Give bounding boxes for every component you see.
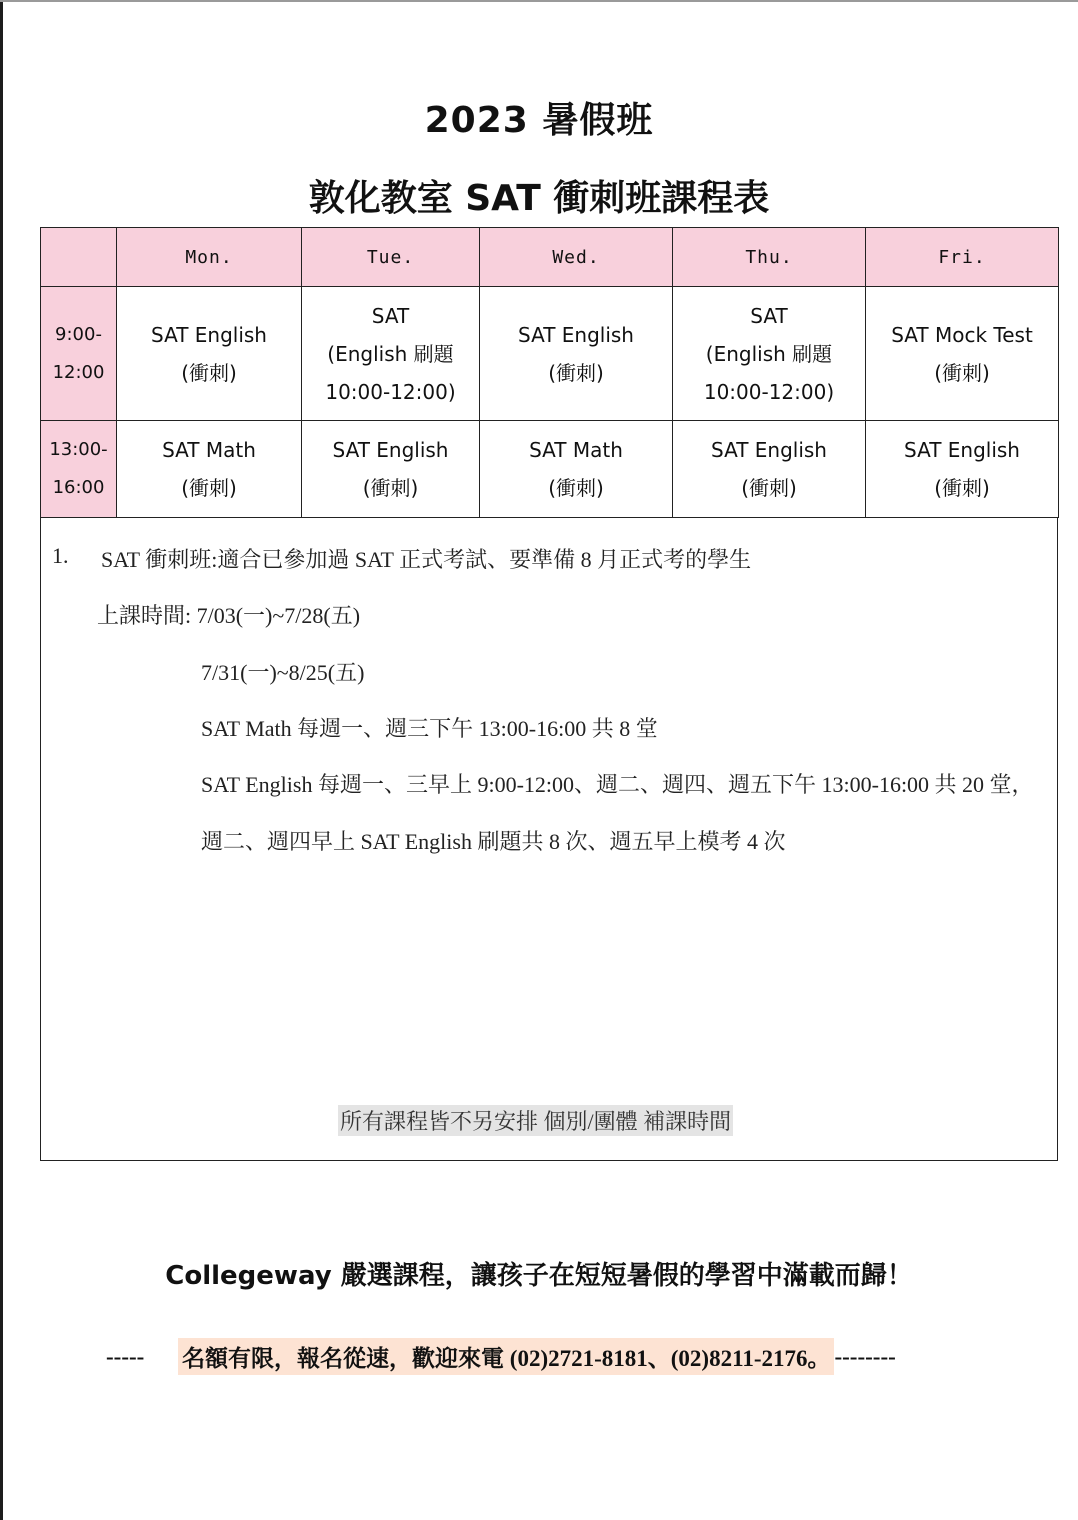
contact-dash-right: -------- xyxy=(834,1343,896,1369)
time-slot-afternoon: 13:00- 16:00 xyxy=(41,421,117,518)
contact-phone-info: 名額有限，報名從速，歡迎來電 (02)2721-8181、(02)8211-2176。 xyxy=(178,1338,834,1375)
class-cell-mon-morning: SAT English (衝刺) xyxy=(117,287,302,421)
class-cell-tue-afternoon: SAT English (衝刺) xyxy=(302,421,480,518)
note-item-text: SAT 衝刺班:適合已參加過 SAT 正式考試、要準備 8 月正式考的學生 xyxy=(101,547,752,572)
class-cell-thu-morning: SAT (English 刷題 10:00-12:00) xyxy=(673,287,866,421)
day-header-tue: Tue. xyxy=(302,228,480,287)
note-schedule-dates: 上課時間: 7/03(一)~7/28(五) xyxy=(97,603,361,628)
page-title-year: 2023 暑假班 xyxy=(424,100,654,141)
class-cell-fri-afternoon: SAT English (衝刺) xyxy=(866,421,1059,518)
class-cell-tue-morning: SAT (English 刷題 10:00-12:00) xyxy=(302,287,480,421)
collegeway-slogan: Collegeway 嚴選課程，讓孩子在短短暑假的學習中滿載而歸！ xyxy=(165,1261,913,1291)
schedule-corner-cell xyxy=(41,228,117,287)
schedule-header-row xyxy=(41,228,1059,287)
contact-row xyxy=(106,1338,896,1374)
day-header-fri: Fri. xyxy=(866,228,1059,287)
schedule-row-afternoon xyxy=(41,421,1059,518)
page-title-course: 敦化教室 SAT 衝刺班課程表 xyxy=(308,178,770,219)
contact-dash-left: ----- xyxy=(106,1343,145,1369)
day-header-thu: Thu. xyxy=(673,228,866,287)
note-math-schedule: SAT Math 每週一、週三下午 13:00-16:00 共 8 堂 xyxy=(201,716,658,741)
day-header-mon: Mon. xyxy=(117,228,302,287)
class-cell-mon-afternoon: SAT Math (衝刺) xyxy=(117,421,302,518)
time-slot-morning: 9:00- 12:00 xyxy=(41,287,117,421)
notes-box xyxy=(40,517,1058,1161)
class-cell-fri-morning: SAT Mock Test (衝刺) xyxy=(866,287,1059,421)
note-practice-schedule: 週二、週四早上 SAT English 刷題共 8 次、週五早上模考 4 次 xyxy=(201,829,786,854)
day-header-wed: Wed. xyxy=(480,228,673,287)
no-makeup-notice: 所有課程皆不另安排 個別/團體 補課時間 xyxy=(338,1105,733,1136)
page-left-edge xyxy=(0,0,3,1520)
note-second-term: 7/31(一)~8/25(五) xyxy=(201,660,365,685)
note-item-number: 1. xyxy=(52,543,69,568)
page-top-edge xyxy=(0,0,1078,2)
schedule-table xyxy=(40,227,1059,518)
note-english-schedule: SAT English 每週一、三早上 9:00-12:00、週二、週四、週五下午 13:00-16:00 共 20 堂， xyxy=(201,772,1034,797)
class-cell-wed-morning: SAT English (衝刺) xyxy=(480,287,673,421)
class-cell-thu-afternoon: SAT English (衝刺) xyxy=(673,421,866,518)
schedule-row-morning xyxy=(41,287,1059,421)
class-cell-wed-afternoon: SAT Math (衝刺) xyxy=(480,421,673,518)
